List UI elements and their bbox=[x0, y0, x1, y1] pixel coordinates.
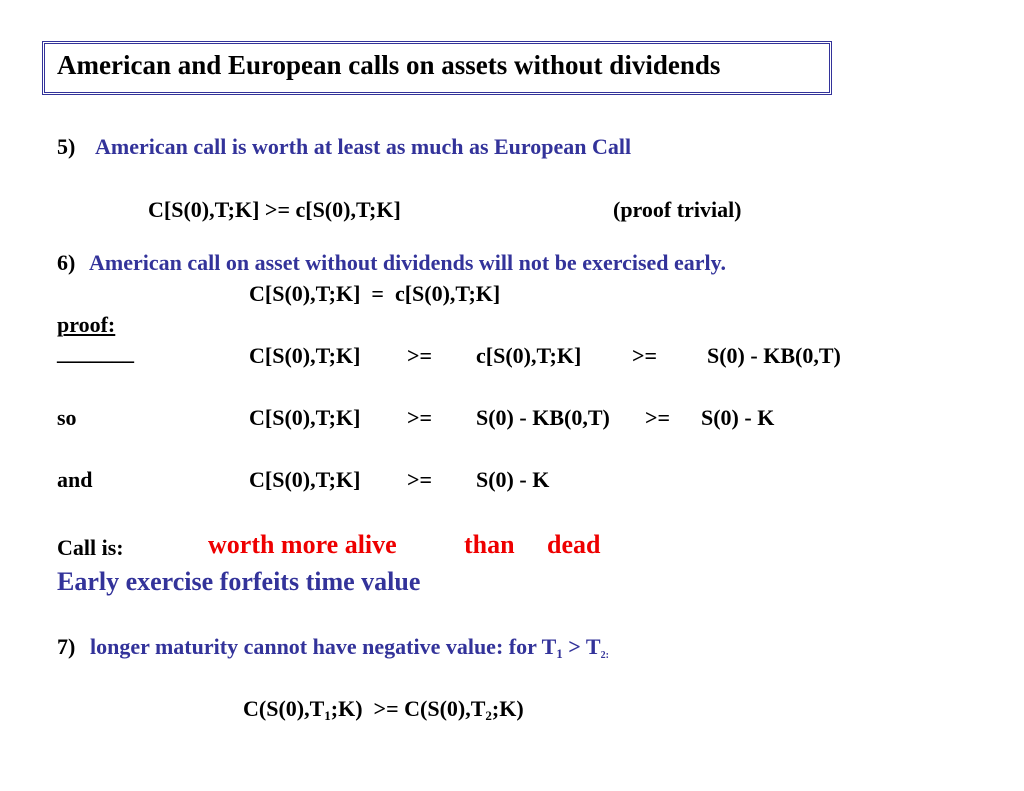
early-exercise-text: Early exercise forfeits time value bbox=[57, 567, 421, 596]
slide-title: American and European calls on assets without dividends bbox=[57, 50, 721, 80]
row3-lhs: C[S(0),T;K] bbox=[249, 467, 361, 492]
item5-text: American call is worth at least as much as European Call bbox=[95, 134, 632, 159]
row2-label: so bbox=[57, 405, 77, 430]
row1-op2: >= bbox=[632, 343, 658, 368]
call-dead: dead bbox=[547, 530, 601, 559]
proof-label: proof: bbox=[57, 312, 116, 337]
row3-mid: S(0) - K bbox=[476, 467, 550, 492]
row3-op1: >= bbox=[407, 467, 433, 492]
item7-formula: $C(S(0),T_1;K)$ >= $C(S(0),T_2;K)$ bbox=[243, 696, 524, 723]
item7-number: 7) bbox=[57, 634, 76, 659]
item7-text: longer maturity cannot have negative value: for $T_1 > T_{2:}$ bbox=[90, 634, 609, 661]
row2-op2: >= bbox=[645, 405, 671, 430]
row1-rhs: S(0) - KB(0,T) bbox=[707, 343, 841, 368]
row3-label: and bbox=[57, 467, 93, 492]
item5-formula: C[S(0),T;K] >= c[S(0),T;K] bbox=[148, 197, 401, 222]
call-label: Call is: bbox=[57, 535, 124, 560]
row2-mid: S(0) - KB(0,T) bbox=[476, 405, 610, 430]
item6-formula: C[S(0),T;K] = c[S(0),T;K] bbox=[249, 281, 501, 306]
item5-number: 5) bbox=[57, 134, 76, 159]
row2-op1: >= bbox=[407, 405, 433, 430]
call-worth: worth more alive bbox=[208, 530, 397, 559]
item6-text: American call on asset without dividends will not be exercised early. bbox=[89, 250, 726, 275]
row1-op1: >= bbox=[407, 343, 433, 368]
call-than: than bbox=[464, 530, 515, 559]
row1-lhs: C[S(0),T;K] bbox=[249, 343, 361, 368]
row1-mid: c[S(0),T;K] bbox=[476, 343, 582, 368]
row2-rhs: S(0) - K bbox=[701, 405, 775, 430]
row2-lhs: C[S(0),T;K] bbox=[249, 405, 361, 430]
proof-blank: _______ bbox=[57, 340, 134, 365]
item5-note: (proof trivial) bbox=[613, 197, 742, 222]
item6-number: 6) bbox=[57, 250, 76, 275]
